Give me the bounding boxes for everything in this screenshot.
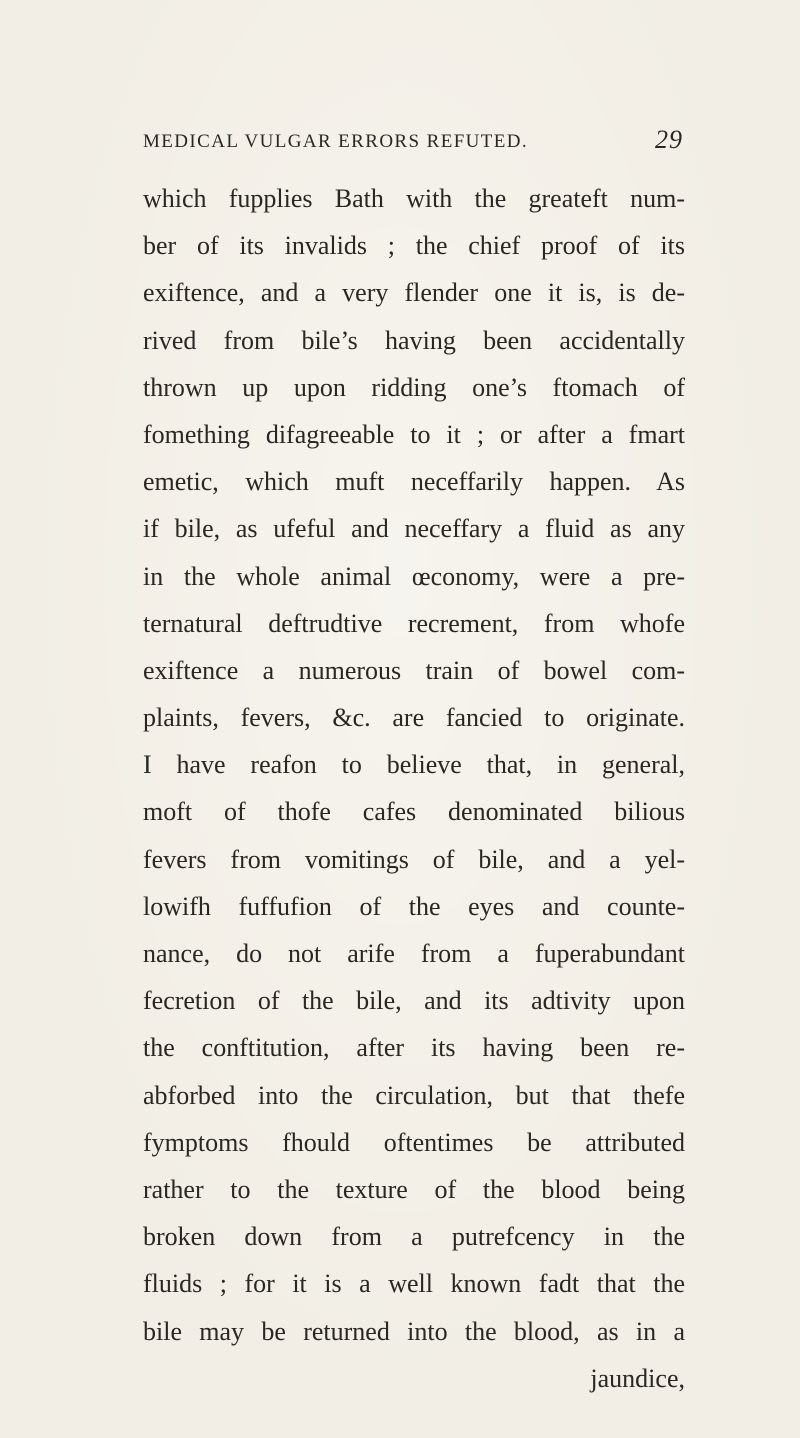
text-line: ber of its invalids ; the chief proof of its — [143, 231, 685, 261]
running-head-title: MEDICAL VULGAR ERRORS REFUTED. — [143, 131, 529, 152]
text-line: ternatural deftrudtive recrement, from whofe — [143, 608, 685, 638]
text-line: fomething difagreeable to it ; or after a fmart — [143, 419, 685, 449]
text-line: nance, do not arife from a fuperabundant — [143, 939, 685, 968]
text-line: fymptoms fhould oftentimes be attributed — [143, 1127, 685, 1157]
text-line: which fupplies Bath with the greateft num- — [143, 184, 685, 213]
catchword-line: jaundice, — [590, 1363, 685, 1393]
text-line: I have reafon to believe that, in general, — [143, 750, 685, 780]
text-line: plaints, fevers, &c. are fancied to originate. — [143, 703, 685, 733]
text-line: fluids ; for it is a well known fadt that the — [143, 1269, 685, 1299]
running-head — [143, 127, 683, 157]
text-line: lowifh fuffufion of the eyes and counte- — [143, 891, 685, 921]
text-line: bile may be returned into the blood, as in a — [143, 1316, 685, 1346]
text-line: in the whole animal œconomy, were a pre- — [143, 561, 685, 591]
text-line: broken down from a putrefcency in the — [143, 1222, 685, 1252]
text-line: fevers from vomitings of bile, and a yel- — [143, 844, 685, 874]
text-line: rived from bile’s having been accidentally — [143, 325, 685, 355]
text-line: abforbed into the circulation, but that thefe — [143, 1080, 685, 1110]
text-line: thrown up upon ridding one’s ftomach of — [143, 372, 685, 402]
text-line: the conftitution, after its having been re- — [143, 1033, 685, 1063]
page-number: 29 — [655, 125, 683, 154]
text-line: exiftence, and a very flender one it is, is de- — [143, 278, 685, 308]
text-line: if bile, as ufeful and neceffary a fluid as any — [143, 514, 685, 544]
text-line: fecretion of the bile, and its adtivity upon — [143, 986, 685, 1016]
text-line: emetic, which muft neceffarily happen. As — [143, 467, 685, 497]
body-text — [143, 175, 685, 1402]
text-line: moft of thofe cafes denominated bilious — [143, 797, 685, 827]
text-line: rather to the texture of the blood being — [143, 1174, 685, 1204]
text-line: exiftence a numerous train of bowel com- — [143, 655, 685, 685]
